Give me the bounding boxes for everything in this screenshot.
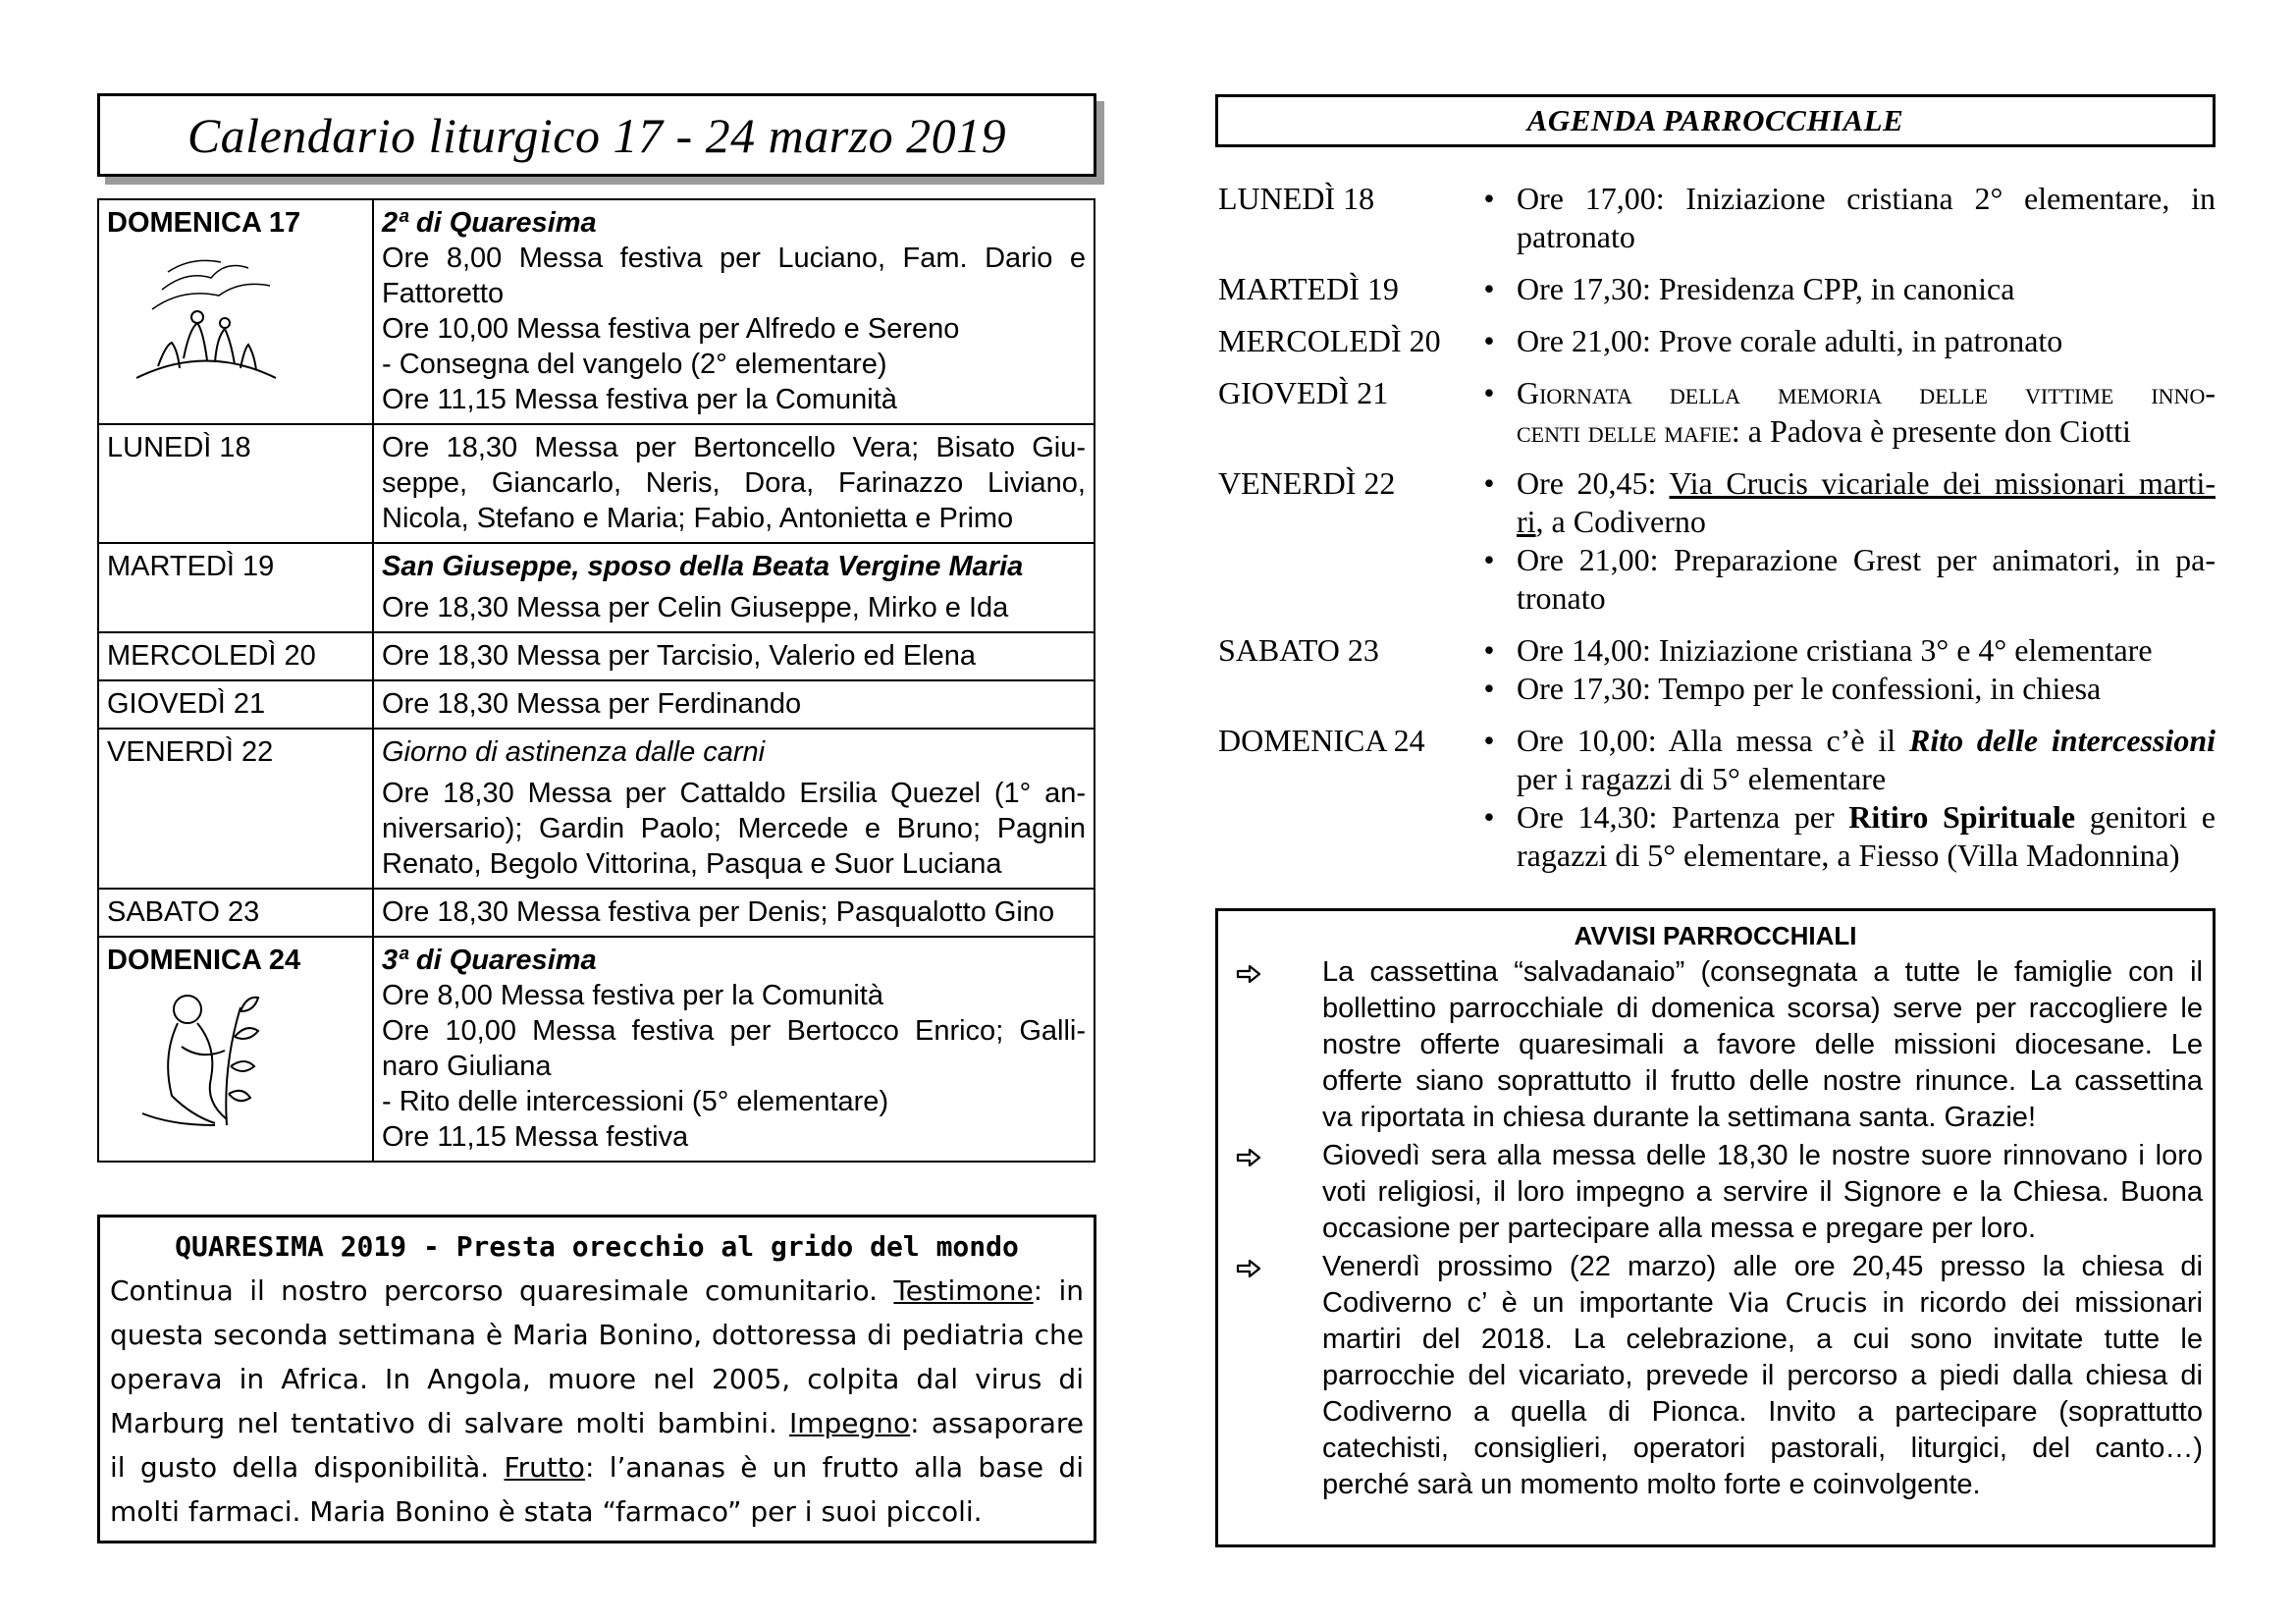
agenda-text: Ore 14,00: Iniziazione cristiana 3° e 4° elementare [1517,632,2153,668]
agenda-row [1218,270,2216,308]
bullet-icon: • [1483,542,1495,577]
event-line: - Rito delle intercessioni (5° elementare) [382,1086,889,1117]
avviso-line: catechisti, consiglieri, operatori pastorali, liturgici, del canto…) [1322,1433,2203,1464]
avviso-line: martiri del 2018. La celebrazione, a cui sono invitate tutte le [1322,1324,2203,1355]
event-line: Ore 10,00 Messa festiva per Alfredo e Sereno [382,313,960,345]
table-row [98,632,1095,680]
avviso-line: bollettino parrocchiale di domenica scorsa) serve per raccogliere le [1322,993,2203,1024]
events-cell [373,199,1095,424]
bullet-icon: • [1483,465,1495,501]
event-line: niversario); Gardin Paolo; Mercede e Bruno; Pagnin [382,813,1086,844]
agenda-text: Ore 21,00: Preparazione Grest per animatori, in pa- [1517,542,2216,577]
agenda-day: SABATO 23 [1218,632,1379,668]
day-label: DOMENICA 17 [107,207,301,239]
event-line: Ore 18,30 Messa per Tarcisio, Valerio ed Elena [373,632,1095,680]
avviso-line: perché sarà un momento molto forte e coinvolgente. [1322,1469,1981,1500]
agenda-text: Ore 14,30: Partenza per [1517,799,1849,835]
agenda-item [1462,180,2216,256]
agenda-text: Ritiro Spirituale [1848,799,2076,835]
avviso-line: parrocchie del vicariato, prevede il percorso a piedi dalla chiesa di [1322,1360,2203,1391]
agenda-text: Ore 21,00: Prove corale adulti, in patronato [1517,323,2063,358]
table-row [98,424,1095,543]
event-line: Ore 11,15 Messa festiva [382,1121,689,1153]
transfiguration-illustration [133,250,280,388]
kneeling-figure-illustration [133,988,270,1135]
event-line: Ore 18,30 Messa per Cattaldo Ersilia Quezel (1° an- [382,778,1086,809]
agenda-item [1462,722,2216,798]
event-line: Ore 18,30 Messa per Celin Giuseppe, Mirko e Ida [382,592,1009,623]
agenda-text: Giornata della memoria delle vittime inno- [1517,375,2216,410]
fasting-note: Giorno di astinenza dalle carni [382,736,766,768]
event-line: - Consegna del vangelo (2° elementare) [382,349,887,380]
impegno-label: Impegno [788,1407,911,1439]
day-label: LUNEDÌ 18 [98,424,373,543]
event-line: seppe, Giancarlo, Neris, Dora, Farinazzo Liviano, [382,467,1086,499]
text-fragment: : in [1033,1274,1084,1307]
avviso-item [1228,1249,2203,1503]
arrow-right-icon [1228,1138,1322,1247]
calendar-title: Calendario liturgico 17 - 24 marzo 2019 [187,107,1007,163]
avvisi-title: AVVISI PARROCCHIALI [1574,921,1857,950]
table-row [98,543,1095,632]
agenda-text: per i ragazzi di 5° elementare [1517,761,1887,796]
day-label: VENERDÌ 22 [98,729,373,889]
day-cell [98,937,373,1162]
avviso-item [1228,1138,2203,1247]
frutto-label: Frutto [504,1451,585,1484]
calendar-table [97,198,1095,1163]
liturgy-title: 3ª di Quaresima [382,945,597,976]
bullet-icon: • [1483,181,1495,216]
bullet-icon: • [1483,632,1495,668]
agenda-text: tronato [1517,580,1606,616]
liturgy-title: San Giuseppe, sposo della Beata Vergine Maria [382,551,1024,582]
events-cell [373,424,1095,543]
avviso-line: offerte siano soprattutto il frutto delle nostre rinunce. La cassettina [1322,1065,2203,1097]
avviso-line: Venerdì prossimo (22 marzo) alle ore 20,45 presso la chiesa di [1322,1251,2203,1282]
calendar-title-box [97,93,1096,177]
day-label: SABATO 23 [98,889,373,937]
text-fragment: : assaporare [910,1407,1085,1439]
event-line: Ore 8,00 Messa festiva per Luciano, Fam. Dario e [382,243,1086,274]
agenda-text: Ore 17,00: Iniziazione cristiana 2° elementare, in [1517,181,2216,216]
agenda-day: MARTEDÌ 19 [1218,271,1399,306]
agenda-row [1218,631,2216,708]
avviso-line: Giovedì sera alla messa delle 18,30 le nostre suore rinnovano i loro [1322,1140,2203,1171]
agenda-item [1462,670,2216,708]
event-line: Fattoretto [382,278,505,309]
agenda-row [1218,322,2216,360]
event-line: Nicola, Stefano e Maria; Fabio, Antonietta e Primo [382,503,1014,534]
agenda-text: patronato [1517,219,1635,254]
table-row [98,729,1095,889]
agenda-text: Ore 17,30: Tempo per le confessioni, in chiesa [1517,671,2102,706]
avviso-line: nostre offerte quaresimali a favore delle missioni diocesane. Le [1322,1029,2203,1060]
agenda-row [1218,464,2216,618]
events-cell [373,937,1095,1162]
quaresima-title: QUARESIMA 2019 - Presta orecchio al grido del mondo [175,1230,1019,1263]
agenda-day: DOMENICA 24 [1218,723,1425,758]
agenda-item [1462,374,2216,451]
event-line: Ore 18,30 Messa per Ferdinando [373,680,1095,729]
text-line: molti farmaci. Maria Bonino è stata “farmaco” per i suoi piccoli. [110,1495,983,1528]
agenda-text: ragazzi di 5° elementare, a Fiesso (Villa Madonnina) [1517,838,2180,873]
bullet-icon: • [1483,799,1495,835]
quaresima-box [97,1215,1096,1543]
text-fragment: Marburg nel tentativo di salvare molti bambini. [110,1407,777,1439]
agenda-row [1218,374,2216,451]
avviso-item [1228,954,2203,1136]
testimone-label: Testimone [893,1274,1034,1307]
agenda-text: : a Padova è presente don Ciotti [1731,413,2131,449]
via-crucis-link-text: Via Crucis vicariale dei missionari marti- [1669,465,2216,501]
avviso-line: va riportata in chiesa durante la settimana santa. Grazie! [1322,1102,2036,1133]
event-line: Ore 18,30 Messa festiva per Denis; Pasqualotto Gino [373,889,1095,937]
agenda-item [1462,541,2216,618]
agenda-row [1218,722,2216,875]
text-line: operava in Africa. In Angola, muore nel 2005, colpita dal virus di [110,1363,1084,1395]
text-line [110,1401,1084,1445]
agenda-list [1218,180,2216,889]
events-cell [373,729,1095,889]
day-cell [98,199,373,424]
text-line: questa seconda settimana è Maria Bonino, dottoressa di pediatria che [110,1319,1084,1351]
agenda-day: MERCOLEDÌ 20 [1218,323,1441,358]
event-line: Ore 18,30 Messa per Bertoncello Vera; Bisato Giu- [382,432,1086,463]
agenda-text: genitori e [2075,799,2216,835]
agenda-text: centi delle mafie [1517,413,1732,449]
table-row [98,680,1095,729]
avviso-line [1322,1285,2203,1322]
arrow-right-icon [1228,954,1322,1136]
agenda-day: GIOVEDÌ 21 [1218,375,1389,410]
agenda-title-box [1215,94,2216,147]
bullet-icon: • [1483,271,1495,306]
via-crucis-text: Via Crucis [1729,1288,1868,1319]
event-line: Ore 11,15 Messa festiva per la Comunità [382,384,897,415]
table-row [98,889,1095,937]
day-label: MARTEDÌ 19 [98,543,373,632]
table-row [98,199,1095,424]
agenda-title: AGENDA PARROCCHIALE [1526,103,1904,137]
agenda-item [1462,322,2216,360]
avviso-line: voti religiosi, il loro impegno a servire il Signore e la Chiesa. Buona [1322,1176,2203,1208]
text-fragment: : l’ananas è un frutto alla base di [584,1451,1084,1484]
event-line: Renato, Begolo Vittorina, Pasqua e Suor Luciana [382,848,1002,880]
quaresima-text [110,1269,1084,1534]
day-label: GIOVEDÌ 21 [98,680,373,729]
event-line: Ore 10,00 Messa festiva per Bertocco Enrico; Galli- [382,1015,1086,1047]
bullet-icon: • [1483,375,1495,410]
liturgy-title: 2ª di Quaresima [382,207,597,239]
agenda-item [1462,270,2216,308]
avviso-line: occasione per partecipare alla messa e pregare per loro. [1322,1213,2037,1244]
event-line: Ore 8,00 Messa festiva per la Comunità [382,980,883,1011]
day-label: DOMENICA 24 [107,945,301,976]
avviso-text: in ricordo dei missionari [1867,1287,2203,1319]
avviso-text: Codiverno c’ è un importante [1322,1287,1730,1319]
text-fragment: il gusto della disponibilità. [110,1451,490,1484]
arrow-right-icon [1228,1249,1322,1503]
text-line [110,1445,1084,1489]
agenda-day: LUNEDÌ 18 [1218,181,1375,216]
avviso-line: Codiverno a quella di Pionca. Invito a partecipare (soprattutto [1322,1396,2203,1428]
agenda-text: Ore 17,30: Presidenza CPP, in canonica [1517,271,2015,306]
bullet-icon: • [1483,323,1495,358]
agenda-item [1462,631,2216,670]
text-line [110,1269,1084,1313]
text-fragment: Continua il nostro percorso quaresimale comunitario. [110,1274,878,1307]
avviso-line: La cassettina “salvadanaio” (consegnata a tutte le famiglie con il [1322,956,2203,988]
bullet-icon: • [1483,671,1495,706]
agenda-day: VENERDÌ 22 [1218,465,1396,501]
avvisi-box [1215,908,2216,1547]
agenda-item [1462,798,2216,875]
event-line: naro Giuliana [382,1051,552,1082]
agenda-item [1462,464,2216,541]
agenda-text: Ore 20,45: [1517,465,1670,501]
day-label: MERCOLEDÌ 20 [98,632,373,680]
bullet-icon: • [1483,723,1495,758]
table-row [98,937,1095,1162]
agenda-row [1218,180,2216,256]
agenda-text: Rito delle intercessioni [1908,723,2216,758]
agenda-text: Ore 10,00: Alla messa c’è il [1517,723,1909,758]
via-crucis-link-text: ri [1517,504,1536,539]
events-cell [373,543,1095,632]
agenda-text: , a Codiverno [1535,504,1706,539]
